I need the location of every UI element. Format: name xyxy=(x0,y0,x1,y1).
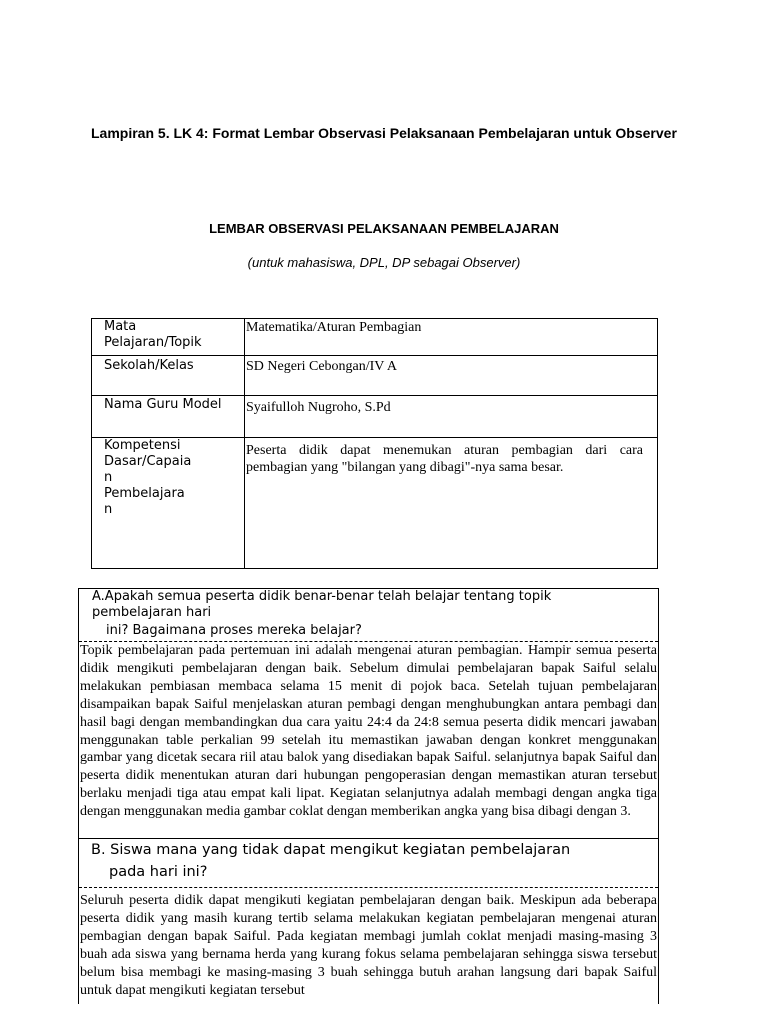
label-line: Pembelajara xyxy=(104,486,185,501)
table-row xyxy=(92,356,658,396)
question-b xyxy=(79,839,658,888)
question-b-line: B. Siswa mana yang tidak dapat mengikut kegiatan pembelajaran xyxy=(91,842,571,858)
row-value: Syaifulloh Nugroho, S.Pd xyxy=(245,396,658,438)
row-label xyxy=(92,438,245,569)
question-a-line: A.Apakah semua peserta didik benar-benar telah belajar tentang topik xyxy=(92,589,552,604)
label-line: Dasar/Capaia xyxy=(104,454,192,469)
answer-a: Topik pembelajaran pada pertemuan ini adalah mengenai aturan pembagian. Hampir semua peserta didik mengikuti pembelajaran dengan baik. Sebelum dimulai pembelajaran bapak Saiful selalu melakukan pembiasan membaca selama 15 menit di pojok baca. Setelah tujuan pembelajaran disampaikan bapak Saiful menjelaskan aturan pembagi dengan menghubungkan antara pembagi dan hasil bagi dengan membandingkan dua cara yaitu 24:4 da 24:8 semua peserta didik mencari jawaban menggunakan table perkalian 99 setelah itu memastikan jawaban dengan konkret menggunakan gambar yang dicetak secara riil atau balok yang disediakan bapak Saiful. selanjutnya bapak Saiful dan peserta didik menentukan aturan dari hubungan pengoperasian dengan memastikan aturan tersebut berlaku menjadi tiga atau empat kali lipat. Kegiatan selanjutnya adalah membagi dengan angka tiga dengan menggunakan media gambar coklat dengan memberikan angka yang bisa dibagi dengan 3. xyxy=(79,642,658,839)
label-line: n xyxy=(104,502,113,517)
observation-questions xyxy=(78,588,659,1004)
document-title: LEMBAR OBSERVASI PELAKSANAAN PEMBELAJARAN xyxy=(209,221,559,236)
label-line: Pelajaran/Topik xyxy=(104,335,202,350)
table-row xyxy=(92,319,658,356)
label-line: n xyxy=(104,470,113,485)
row-label: Nama Guru Model xyxy=(92,396,245,438)
row-value: Peserta didik dapat menemukan aturan pembagian dari cara pembagian yang "bilangan yang dibagi"-nya sama besar. xyxy=(245,438,658,569)
info-table xyxy=(91,318,658,569)
appendix-heading: Lampiran 5. LK 4: Format Lembar Observasi Pelaksanaan Pembelajaran untuk Observer xyxy=(91,125,677,141)
table-row xyxy=(92,396,658,438)
label-line: Mata xyxy=(104,319,137,334)
question-a xyxy=(79,589,658,642)
row-label: Sekolah/Kelas xyxy=(92,356,245,396)
row-value: Matematika/Aturan Pembagian xyxy=(245,319,658,356)
document-subtitle: (untuk mahasiswa, DPL, DP sebagai Observer) xyxy=(247,255,521,270)
table-row xyxy=(92,438,658,569)
question-b-line: pada hari ini? xyxy=(109,864,208,880)
question-a-line: ini? Bagaimana proses mereka belajar? xyxy=(106,623,362,638)
answer-b: Seluruh peserta didik dapat mengikuti kegiatan pembelajaran dengan baik. Meskipun ada beberapa peserta didik yang masih kurang tertib selama melakukan kegiatan pembelajaran mengenai aturan pembagian dengan bapak Saiful. Pada kegiatan membagi jumlah coklat menjadi masing-masing 3 buah ada siswa yang bernama herda yang kurang fokus selama pembelajaran sehingga siswa tersebut belum bisa membagi ke masing-masing 3 buah sehingga butuh arahan langsung dari bapak Saiful untuk dapat mengikuti kegiatan tersebut xyxy=(80,893,657,998)
question-a-line: pembelajaran hari xyxy=(92,605,212,620)
row-value: SD Negeri Cebongan/IV A xyxy=(245,356,658,396)
row-label xyxy=(92,319,245,356)
label-line: Kompetensi xyxy=(104,438,181,453)
